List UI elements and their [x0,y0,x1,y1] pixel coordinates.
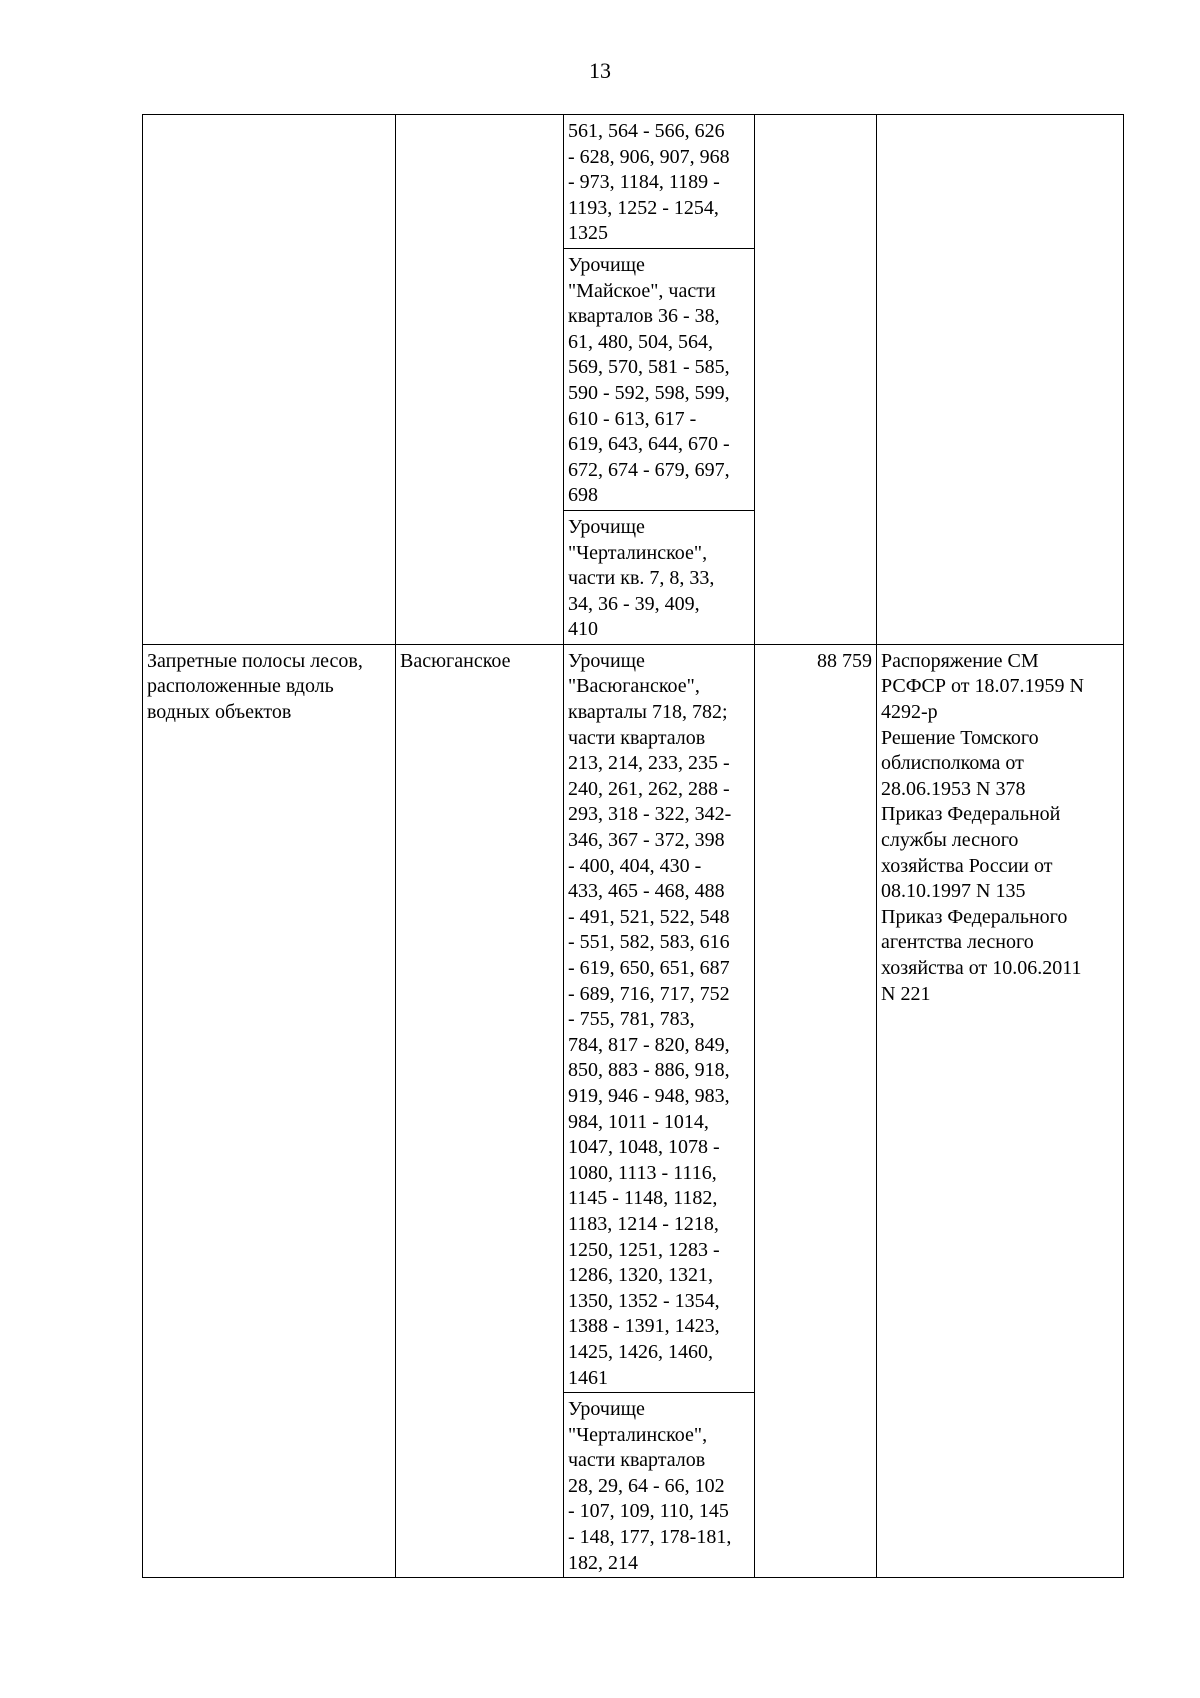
cell-line: Решение Томского [881,726,1039,749]
cell-line: 619, 643, 644, 670 - [568,433,730,456]
cell-line: - 148, 177, 178-181, [568,1526,732,1549]
cell-line: 34, 36 - 39, 409, [568,592,700,615]
cell-line: 433, 465 - 468, 488 [568,880,725,903]
cell-line: - 551, 582, 583, 616 [568,931,730,954]
table-row [143,644,1124,1392]
documents-cell [877,115,1124,645]
cell-line: - 973, 1184, 1189 - [568,171,720,194]
cell-line: 1388 - 1391, 1423, [568,1315,720,1338]
cell-line: 4292-р [881,701,938,724]
cell-line: 1183, 1214 - 1218, [568,1212,719,1235]
cell-line: 28.06.1953 N 378 [881,777,1026,800]
cell-line: кварталы 718, 782; [568,701,728,724]
cell-line: 213, 214, 233, 235 - [568,752,730,775]
cell-line: 293, 318 - 322, 342- [568,803,732,826]
cell-line: "Черталинское", [568,541,708,564]
cell-line: 850, 883 - 886, 918, [568,1059,730,1082]
cell-line: облисполкома от [881,752,1024,775]
cell-line: - 400, 404, 430 - [568,854,702,877]
cell-line: 610 - 613, 617 - [568,407,697,430]
cell-line: 61, 480, 504, 564, [568,330,713,353]
cell-line: 919, 946 - 948, 983, [568,1084,730,1107]
cell-line: 1461 [568,1366,608,1389]
cell-line: - 107, 109, 110, 145 [568,1500,729,1523]
cell-line: 1350, 1352 - 1354, [568,1289,720,1312]
cell-line: части кварталов [568,726,706,749]
forestry-cell [396,644,564,1577]
cell-line: хозяйства России от [881,854,1053,877]
tract-cell [564,248,755,510]
cell-line: РСФСР от 18.07.1959 N [881,675,1084,698]
table-row [143,115,1124,249]
forestry-cell [396,115,564,645]
cell-line: Васюганское [400,649,511,672]
cell-line: Урочище [568,1398,645,1421]
cell-line: Запретные полосы лесов, [147,649,363,672]
cell-line: Урочище [568,253,645,276]
cell-line: "Майское", части [568,279,716,302]
tract-cell [564,510,755,644]
area-cell [755,115,877,645]
forest-table [142,114,1124,1578]
cell-line: 08.10.1997 N 135 [881,880,1026,903]
cell-line: 984, 1011 - 1014, [568,1110,709,1133]
cell-line: Распоряжение СМ [881,649,1039,672]
category-cell [143,115,396,645]
cell-line: 346, 367 - 372, 398 [568,829,725,852]
cell-line: - 689, 716, 717, 752 [568,982,730,1005]
cell-line: кварталов 36 - 38, [568,305,720,328]
cell-line: 784, 817 - 820, 849, [568,1033,730,1056]
cell-line: 410 [568,618,598,641]
cell-line: водных объектов [147,701,292,724]
cell-line: Приказ Федеральной [881,803,1061,826]
cell-line: 590 - 592, 598, 599, [568,381,730,404]
cell-line: части кварталов [568,1449,706,1472]
cell-line: службы лесного [881,829,1019,852]
cell-line: 1080, 1113 - 1116, [568,1161,717,1184]
cell-line: 569, 570, 581 - 585, [568,356,730,379]
area-cell: 88 759 [755,644,877,1577]
category-cell [143,644,396,1577]
cell-line: "Васюганское", [568,675,700,698]
cell-line: 182, 214 [568,1551,638,1574]
cell-line: 1047, 1048, 1078 - [568,1136,720,1159]
cell-line: части кв. 7, 8, 33, [568,567,715,590]
cell-line: 1425, 1426, 1460, [568,1340,713,1363]
cell-line: 28, 29, 64 - 66, 102 [568,1474,725,1497]
cell-line: 1286, 1320, 1321, [568,1264,713,1287]
cell-line: агентства лесного [881,931,1034,954]
cell-line: - 491, 521, 522, 548 [568,905,730,928]
tract-cell [564,1393,755,1578]
documents-cell [877,644,1124,1577]
tract-cell [564,644,755,1392]
cell-line: 1145 - 1148, 1182, [568,1187,718,1210]
cell-line: - 628, 906, 907, 968 [568,145,730,168]
cell-line: - 619, 650, 651, 687 [568,957,730,979]
cell-line: 1250, 1251, 1283 - [568,1238,720,1261]
cell-line: - 755, 781, 783, [568,1008,695,1031]
cell-line: Урочище [568,649,645,672]
cell-line: хозяйства от 10.06.2011 [881,957,1082,979]
cell-line: расположенные вдоль [147,675,334,698]
cell-line: "Черталинское", [568,1423,708,1446]
cell-line: 698 [568,484,598,507]
cell-line: Урочище [568,515,645,538]
cell-line: N 221 [881,982,931,1005]
cell-line: Приказ Федерального [881,905,1068,928]
tract-cell [564,115,755,249]
page-number: 13 [589,58,611,83]
cell-line: 672, 674 - 679, 697, [568,458,730,481]
cell-line: 1325 [568,222,608,245]
cell-line: 1193, 1252 - 1254, [568,196,719,219]
cell-line: 240, 261, 262, 288 - [568,777,730,800]
cell-line: 561, 564 - 566, 626 [568,120,725,142]
